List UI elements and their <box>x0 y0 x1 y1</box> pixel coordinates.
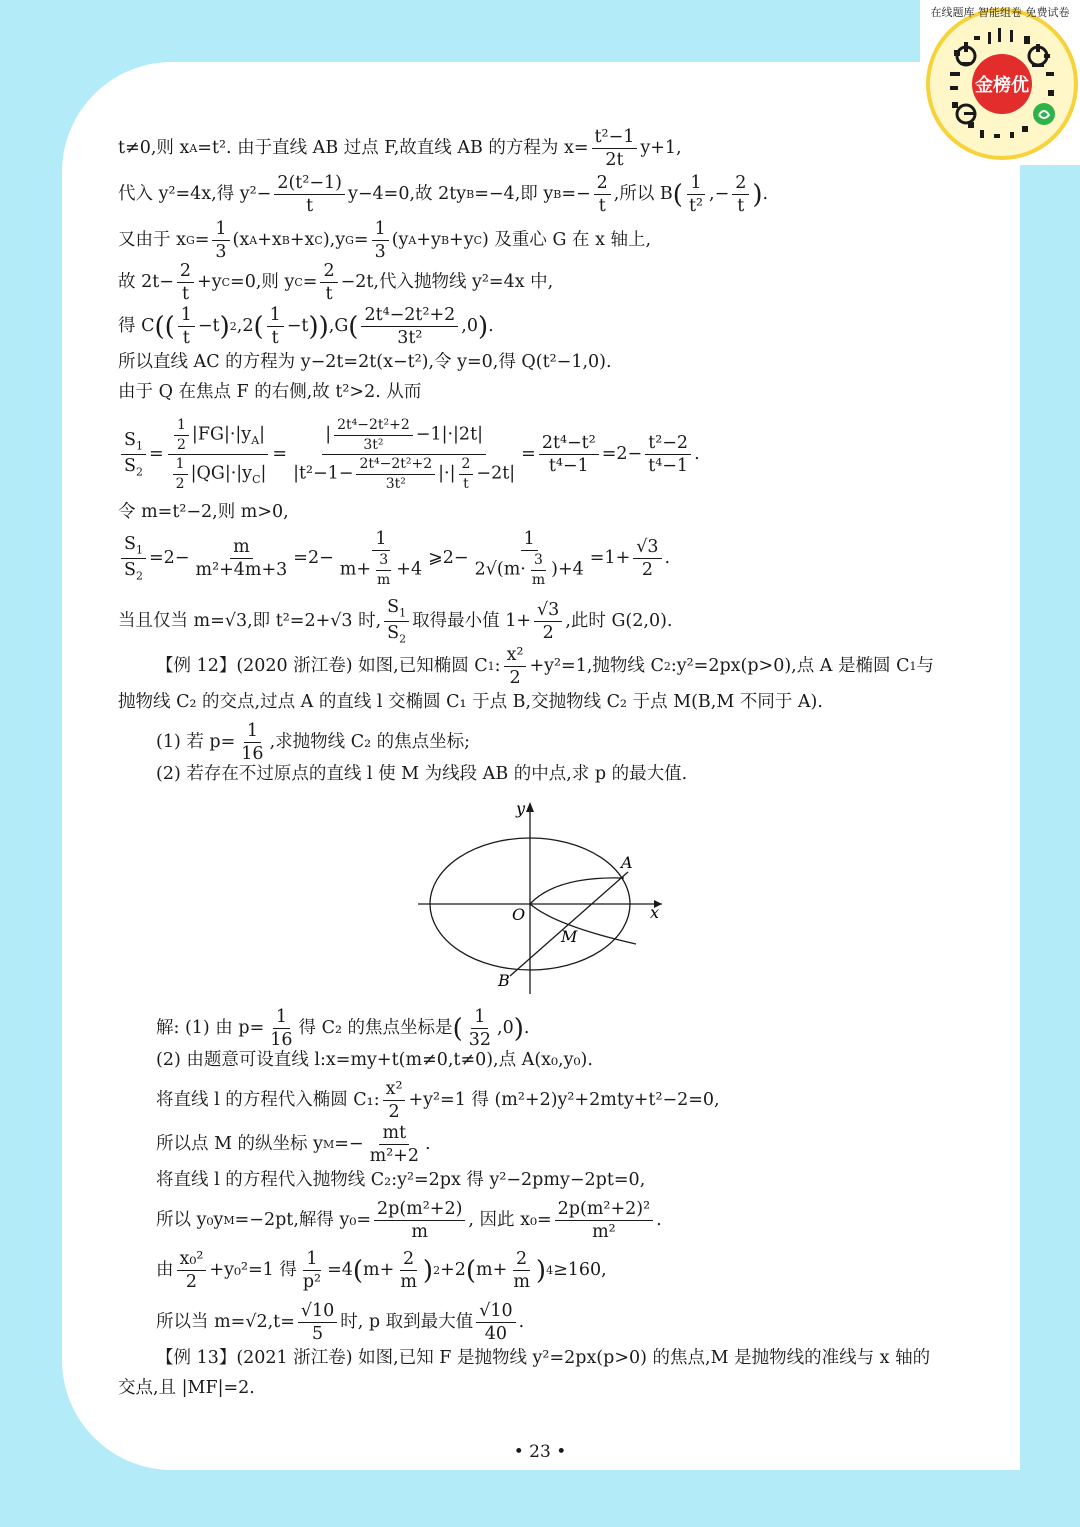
line-15: (2) 若存在不过原点的直线 l 使 M 为线段 AB 的中点,求 p 的最大值. <box>156 764 688 784</box>
line-1: t≠0,则 x A =t². 由于直线 AB 过点 F,故直线 AB 的方程为 x= $\frac{\text{t²−1}}{2t}$ y+1, <box>118 127 682 171</box>
line-11: 当且仅当 m=√3,即 t²=2+√3 时, $\frac{S_1}{S_2}$ 取得最小值 1+ $\frac{√3}{2}$ ,此时 G(2,0). <box>118 597 673 646</box>
line-2: 代入 y²=4x,得 y²− $\frac{\text{2(t²−1)}}{t}$ y−4=0,故 2ty B =−4,即 y B =− $\frac{2}{t}$ ,所以 B ( $\frac{1}{\text{t²}}$ ,− $\frac{2}{t}$ ) . <box>118 173 769 217</box>
label-y: y <box>516 799 526 818</box>
solution-8: 所以当 m=√2,t= $\frac{√10}{5}$ 时, p 取到最大值 $\frac{√10}{40}$ . <box>156 1301 525 1345</box>
line-4: 故 2t− $\frac{2}{t}$ +y C =0,则 y C = $\frac{2}{t}$ −2t,代入抛物线 y²=4x 中, <box>118 261 554 305</box>
solution-4: 所以点 M 的纵坐标 y M =− $\frac{mt}{\text{m²+2}}$ . <box>156 1123 431 1167</box>
solution-6: 所以 y₀y M =−2pt,解得 y₀= $\frac{\text{2p(m²+2)}}{m}$ , 因此 x₀= $\frac{\text{2p(m²+2)²}}{\text{m²}}$ . <box>156 1199 662 1243</box>
line-5: 得 C (( $\frac{1}{t}$ −t ) 2 ,2 ( $\frac{1}{t}$ −t )) ,G ( $\frac{\text{2t⁴−2t²+2}}{\text{3t²}}$ ,0 ) . <box>118 305 494 349</box>
line-9: 令 m=t²−2,则 m>0, <box>118 502 289 522</box>
example-13-title: 【例 13】(2021 浙江卷) 如图,已知 F 是抛物线 y²=2px(p>0) 的焦点,M 是抛物线的准线与 x 轴的 <box>156 1348 931 1368</box>
solution-3: 将直线 l 的方程代入椭圆 C₁: $\frac{\text{x²}}{2}$ +y²=1 得 (m²+2)y²+2mty+t²−2=0, <box>156 1079 720 1123</box>
solution-1: 解: (1) 由 p= $\frac{1}{16}$ 得 C₂ 的焦点坐标是 ( $\frac{1}{32}$ ,0 ) . <box>156 1007 530 1051</box>
label-point-b: B <box>498 971 510 990</box>
badge-ring-text: 在线题库 智能组卷 免费试卷 <box>930 6 1070 19</box>
label-point-m: M <box>561 927 578 946</box>
y-axis-arrow <box>526 802 534 812</box>
line-6: 所以直线 AC 的方程为 y−2t=2t(x−t²),令 y=0,得 Q(t²−1,0). <box>118 352 612 372</box>
ellipse-parabola-figure <box>416 798 668 994</box>
solution-7: 由 $\frac{\text{x₀²}}{2}$ +y₀²=1 得 $\frac{1}{\text{p²}}$ =4 ( m+ $\frac{2}{m}$ ) 2 +2 ( m+ $\frac{2}{m}$ ) 4 ≥160, <box>156 1249 607 1293</box>
line-7: 由于 Q 在焦点 F 的右侧,故 t²>2. 从而 <box>118 382 422 402</box>
line-14: (1) 若 p= $\frac{1}{16}$ ,求抛物线 C₂ 的焦点坐标; <box>156 721 471 765</box>
line-8-ratio: $\frac{S_1}{S_2}$ = $\frac{1}{2}$ $|FG|\cdot|y_A|$ $\frac{1}{2}$ $|QG|\cdot|y_C|$ = | $\frac{\text{2t⁴−2t²+2}}{\text{3t²}}$ −1|·|2t| |t²−1− $\frac{\text{2t⁴−2t²+2}}{\text{3t²}}$ |·| $\frac{2}{t}$ −2t| = $\frac{\text{2t⁴−t²}}{\text{t⁴−1}}$ =2− $\frac{\text{t²−2}}{\text{t⁴−1}}$ . <box>118 418 700 492</box>
example-13-line-2: 交点,且 |MF|=2. <box>118 1378 255 1398</box>
badge-center-text: 金榜优 <box>975 75 1029 96</box>
example-12-title: 【例 12】(2020 浙江卷) 如图,已知椭圆 C 1 : $\frac{\text{x²}}{2}$ +y²=1,抛物线 C 2 :y²=2px(p>0),点 A 是椭圆 C 1 与 <box>156 645 934 689</box>
page-number: • 23 • <box>513 1442 567 1462</box>
label-origin: O <box>512 905 526 924</box>
line-10-ineq: $\frac{S_1}{S_2}$ =2− $\frac{m}{\text{m²+4m+3}}$ =2− 1 m+ $\frac{3}{m}$ +4 ⩾2− 1 2√(m· $\frac{3}{m}$ )+4 =1+ $\frac{√3}{2}$ . <box>118 530 670 588</box>
line-13: 抛物线 C₂ 的交点,过点 A 的直线 l 交椭圆 C₁ 于点 B,交抛物线 C₂ 于点 M(B,M 不同于 A). <box>118 692 823 712</box>
line-3: 又由于 x G = $\frac{1}{3}$ (x A +x B +x C ),y G = $\frac{1}{3}$ (y A +y B +y C ) 及重心 G 在 x 轴上, <box>118 219 652 263</box>
qr-code-badge[interactable] <box>920 0 1080 165</box>
line-l <box>510 872 628 976</box>
solution-2: (2) 由题意可设直线 l:x=my+t(m≠0,t≠0),点 A(x₀,y₀). <box>156 1050 593 1070</box>
solution-5: 将直线 l 的方程代入抛物线 C₂:y²=2px 得 y²−2pmy−2pt=0, <box>156 1170 646 1190</box>
mini-program-code-icon <box>924 2 1080 162</box>
label-point-a: A <box>621 853 633 872</box>
label-x: x <box>650 903 660 922</box>
